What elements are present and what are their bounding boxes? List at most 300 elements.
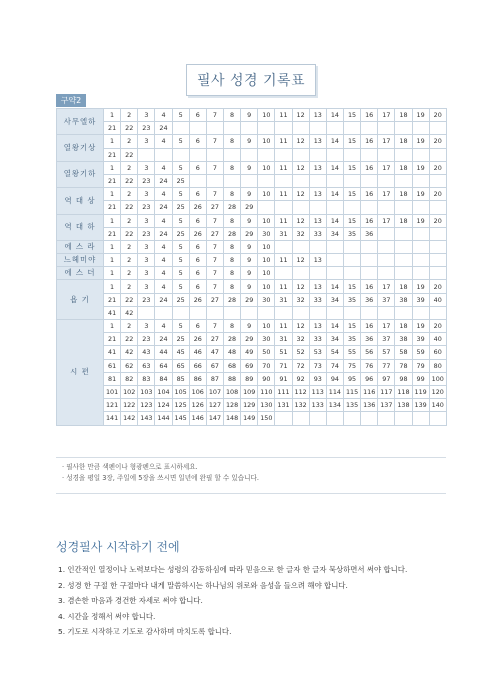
- chapter-cell: [309, 122, 326, 135]
- chapter-cell: 12: [292, 254, 309, 267]
- chapter-cell: 12: [292, 214, 309, 227]
- chapter-cell: 7: [206, 135, 223, 148]
- chapter-cell: [189, 174, 206, 187]
- chapter-cell: 6: [189, 135, 206, 148]
- chapter-cell: [258, 148, 275, 161]
- chapter-cell: 28: [223, 201, 240, 214]
- chapter-cell: 3: [138, 240, 155, 253]
- chapter-cell: [206, 306, 223, 319]
- chapter-cell: 21: [104, 227, 121, 240]
- chapter-cell: 39: [412, 333, 429, 346]
- table-row: [57, 399, 447, 412]
- chapter-cell: 1: [104, 161, 121, 174]
- notes: [62, 462, 259, 484]
- chapter-cell: 7: [206, 161, 223, 174]
- chapter-cell: 12: [292, 320, 309, 333]
- chapter-cell: 31: [275, 227, 292, 240]
- chapter-cell: 21: [104, 174, 121, 187]
- chapter-cell: 6: [189, 214, 206, 227]
- chapter-cell: 2: [121, 188, 138, 201]
- chapter-cell: 68: [223, 359, 240, 372]
- chapter-cell: 24: [155, 174, 172, 187]
- chapter-cell: 74: [326, 359, 343, 372]
- chapter-cell: 4: [155, 161, 172, 174]
- chapter-cell: 10: [258, 280, 275, 293]
- chapter-cell: 21: [104, 148, 121, 161]
- note-item: · 성경을 평일 3장, 주일에 5장을 쓰시면 일년에 완필 할 수 있습니다.: [62, 474, 259, 482]
- chapter-cell: 138: [395, 399, 412, 412]
- chapter-cell: 27: [206, 201, 223, 214]
- chapter-cell: 19: [412, 161, 429, 174]
- chapter-cell: 4: [155, 254, 172, 267]
- chapter-cell: 48: [223, 346, 240, 359]
- chapter-cell: 3: [138, 188, 155, 201]
- chapter-cell: 14: [326, 320, 343, 333]
- chapter-cell: [429, 122, 446, 135]
- chapter-cell: 21: [104, 293, 121, 306]
- chapter-cell: [412, 201, 429, 214]
- chapter-cell: 4: [155, 135, 172, 148]
- chapter-cell: 9: [241, 267, 258, 280]
- chapter-cell: 19: [412, 188, 429, 201]
- chapter-cell: 13: [309, 161, 326, 174]
- chapter-cell: 34: [326, 293, 343, 306]
- table-row: [57, 214, 447, 227]
- chapter-cell: 100: [429, 372, 446, 385]
- chapter-cell: 22: [121, 333, 138, 346]
- chapter-cell: [429, 306, 446, 319]
- chapter-cell: 131: [275, 399, 292, 412]
- chapter-cell: [429, 240, 446, 253]
- book-name: 에 스 라: [57, 240, 104, 253]
- chapter-cell: 98: [395, 372, 412, 385]
- chapter-cell: 30: [258, 227, 275, 240]
- chapter-cell: 8: [223, 135, 240, 148]
- chapter-cell: 37: [378, 333, 395, 346]
- chapter-cell: 146: [189, 412, 206, 425]
- chapter-cell: 70: [258, 359, 275, 372]
- chapter-cell: 69: [241, 359, 258, 372]
- chapter-cell: 29: [241, 227, 258, 240]
- chapter-cell: 56: [361, 346, 378, 359]
- chapter-cell: [395, 412, 412, 425]
- section-tag: 구약2: [56, 94, 86, 107]
- chapter-cell: [206, 122, 223, 135]
- chapter-cell: 1: [104, 188, 121, 201]
- table-row: [57, 412, 447, 425]
- chapter-cell: 123: [138, 399, 155, 412]
- chapter-cell: [292, 412, 309, 425]
- chapter-cell: 4: [155, 188, 172, 201]
- chapter-cell: 18: [395, 188, 412, 201]
- chapter-cell: [429, 174, 446, 187]
- chapter-cell: 43: [138, 346, 155, 359]
- chapter-cell: 17: [378, 214, 395, 227]
- chapter-cell: [361, 201, 378, 214]
- chapter-cell: 13: [309, 135, 326, 148]
- chapter-cell: 2: [121, 254, 138, 267]
- chapter-cell: 1: [104, 240, 121, 253]
- chapter-cell: 22: [121, 174, 138, 187]
- chapter-cell: 64: [155, 359, 172, 372]
- chapter-cell: 6: [189, 320, 206, 333]
- chapter-cell: 132: [292, 399, 309, 412]
- chapter-cell: 8: [223, 161, 240, 174]
- chapter-cell: 11: [275, 320, 292, 333]
- chapter-cell: 83: [138, 372, 155, 385]
- chapter-cell: 13: [309, 214, 326, 227]
- chapter-cell: [378, 267, 395, 280]
- chapter-cell: 35: [343, 333, 360, 346]
- chapter-cell: [378, 148, 395, 161]
- chapter-cell: [412, 240, 429, 253]
- chapter-cell: 97: [378, 372, 395, 385]
- table-row: [57, 267, 447, 280]
- chapter-cell: 24: [155, 227, 172, 240]
- chapter-cell: 7: [206, 254, 223, 267]
- chapter-cell: [412, 306, 429, 319]
- chapter-cell: [241, 122, 258, 135]
- chapter-cell: 18: [395, 135, 412, 148]
- chapter-cell: [275, 306, 292, 319]
- chapter-cell: [361, 306, 378, 319]
- chapter-cell: 28: [223, 293, 240, 306]
- table-row: [57, 240, 447, 253]
- chapter-cell: 99: [412, 372, 429, 385]
- chapter-cell: [378, 174, 395, 187]
- chapter-cell: [309, 174, 326, 187]
- chapter-cell: [429, 412, 446, 425]
- chapter-cell: [258, 201, 275, 214]
- chapter-cell: 35: [343, 227, 360, 240]
- chapter-cell: [378, 240, 395, 253]
- chapter-cell: 50: [258, 346, 275, 359]
- chapter-cell: 33: [309, 293, 326, 306]
- chapter-cell: 20: [429, 214, 446, 227]
- chapter-cell: 26: [189, 293, 206, 306]
- chapter-cell: 7: [206, 267, 223, 280]
- chapter-cell: 36: [361, 333, 378, 346]
- chapter-cell: 5: [172, 135, 189, 148]
- chapter-cell: 12: [292, 109, 309, 122]
- chapter-cell: 9: [241, 240, 258, 253]
- chapter-cell: 8: [223, 267, 240, 280]
- table-row: [57, 385, 447, 398]
- chapter-cell: [275, 174, 292, 187]
- chapter-cell: 23: [138, 333, 155, 346]
- chapter-cell: 32: [292, 293, 309, 306]
- chapter-cell: [309, 267, 326, 280]
- chapter-cell: 147: [206, 412, 223, 425]
- chapter-cell: 5: [172, 254, 189, 267]
- chapter-cell: 18: [395, 109, 412, 122]
- chapter-cell: [223, 122, 240, 135]
- chapter-cell: [223, 148, 240, 161]
- chapter-cell: [275, 148, 292, 161]
- chapter-cell: [343, 122, 360, 135]
- chapter-cell: 1: [104, 109, 121, 122]
- chapter-cell: [343, 148, 360, 161]
- chapter-cell: 102: [121, 385, 138, 398]
- chapter-cell: [138, 148, 155, 161]
- chapter-cell: 29: [241, 201, 258, 214]
- chapter-cell: [155, 306, 172, 319]
- chapter-cell: 14: [326, 214, 343, 227]
- chapter-cell: 150: [258, 412, 275, 425]
- chapter-cell: 106: [189, 385, 206, 398]
- chapter-cell: 14: [326, 161, 343, 174]
- chapter-cell: [138, 306, 155, 319]
- chapter-cell: 86: [189, 372, 206, 385]
- chapter-cell: 101: [104, 385, 121, 398]
- chapter-cell: [189, 306, 206, 319]
- chapter-cell: 20: [429, 161, 446, 174]
- chapter-cell: 59: [412, 346, 429, 359]
- chapter-cell: 62: [121, 359, 138, 372]
- chapter-cell: 114: [326, 385, 343, 398]
- chapter-cell: [412, 227, 429, 240]
- chapter-cell: 7: [206, 188, 223, 201]
- chapter-cell: 96: [361, 372, 378, 385]
- chapter-cell: 20: [429, 280, 446, 293]
- chapter-cell: 3: [138, 214, 155, 227]
- chapter-cell: 113: [309, 385, 326, 398]
- chapter-cell: [326, 240, 343, 253]
- chapter-cell: 17: [378, 320, 395, 333]
- chapter-cell: 136: [361, 399, 378, 412]
- chapter-cell: 4: [155, 280, 172, 293]
- chapter-cell: 6: [189, 280, 206, 293]
- chapter-cell: [241, 174, 258, 187]
- chapter-cell: 17: [378, 188, 395, 201]
- chapter-cell: [361, 412, 378, 425]
- chapter-cell: 27: [206, 333, 223, 346]
- chapter-cell: 8: [223, 254, 240, 267]
- chapter-cell: 3: [138, 320, 155, 333]
- chapter-cell: [309, 412, 326, 425]
- chapter-cell: [361, 148, 378, 161]
- chapter-cell: [395, 254, 412, 267]
- chapter-cell: 15: [343, 109, 360, 122]
- chapter-cell: [309, 201, 326, 214]
- chapter-cell: 34: [326, 333, 343, 346]
- chapter-cell: 36: [361, 293, 378, 306]
- chapter-cell: 8: [223, 320, 240, 333]
- chapter-cell: 38: [395, 293, 412, 306]
- chapter-cell: 13: [309, 320, 326, 333]
- step-item: 4. 시간을 정해서 써야 합니다.: [58, 611, 156, 621]
- chapter-cell: [361, 122, 378, 135]
- chapter-cell: 4: [155, 214, 172, 227]
- chapter-cell: 10: [258, 267, 275, 280]
- chapter-cell: 15: [343, 161, 360, 174]
- chapter-cell: 11: [275, 188, 292, 201]
- chapter-cell: 73: [309, 359, 326, 372]
- chapter-cell: 24: [155, 201, 172, 214]
- chapter-cell: 46: [189, 346, 206, 359]
- chapter-cell: 14: [326, 109, 343, 122]
- book-name: 열왕기하: [57, 161, 104, 187]
- chapter-cell: [172, 148, 189, 161]
- chapter-cell: [412, 412, 429, 425]
- chapter-cell: 141: [104, 412, 121, 425]
- chapter-cell: 117: [378, 385, 395, 398]
- chapter-cell: [292, 267, 309, 280]
- chapter-cell: 149: [241, 412, 258, 425]
- chapter-cell: 142: [121, 412, 138, 425]
- chapter-cell: [326, 267, 343, 280]
- chapter-cell: [309, 240, 326, 253]
- chapter-cell: 130: [258, 399, 275, 412]
- chapter-cell: 105: [172, 385, 189, 398]
- chapter-cell: 7: [206, 240, 223, 253]
- chapter-cell: 2: [121, 267, 138, 280]
- chapter-cell: 14: [326, 280, 343, 293]
- chapter-cell: 27: [206, 293, 223, 306]
- chapter-cell: 1: [104, 267, 121, 280]
- chapter-cell: 12: [292, 161, 309, 174]
- chapter-cell: 103: [138, 385, 155, 398]
- chapter-cell: 3: [138, 109, 155, 122]
- step-item: 5. 기도로 시작하고 기도로 감사하며 마치도록 합니다.: [58, 627, 232, 636]
- chapter-cell: 16: [361, 280, 378, 293]
- chapter-cell: 3: [138, 135, 155, 148]
- chapter-cell: 80: [429, 359, 446, 372]
- chapter-cell: 28: [223, 333, 240, 346]
- chapter-cell: 36: [361, 227, 378, 240]
- chapter-cell: [395, 240, 412, 253]
- chapter-cell: 14: [326, 135, 343, 148]
- table-row: [57, 293, 447, 306]
- chapter-cell: [275, 240, 292, 253]
- chapter-cell: [395, 267, 412, 280]
- table-row: [57, 188, 447, 201]
- chapter-cell: 26: [189, 201, 206, 214]
- chapter-cell: 124: [155, 399, 172, 412]
- chapter-cell: 32: [292, 227, 309, 240]
- chapter-cell: 133: [309, 399, 326, 412]
- chapter-cell: [172, 306, 189, 319]
- chapter-cell: 143: [138, 412, 155, 425]
- chapter-cell: 15: [343, 320, 360, 333]
- chapter-cell: 4: [155, 240, 172, 253]
- chapter-cell: 49: [241, 346, 258, 359]
- chapter-cell: [172, 122, 189, 135]
- chapter-cell: 2: [121, 240, 138, 253]
- chapter-cell: 44: [155, 346, 172, 359]
- chapter-cell: [429, 148, 446, 161]
- chapter-cell: 134: [326, 399, 343, 412]
- chapter-cell: [343, 174, 360, 187]
- table-row: [57, 122, 447, 135]
- chapter-cell: 5: [172, 161, 189, 174]
- chapter-cell: 10: [258, 320, 275, 333]
- chapter-cell: [189, 148, 206, 161]
- chapter-cell: 5: [172, 188, 189, 201]
- chapter-cell: 112: [292, 385, 309, 398]
- chapter-cell: 1: [104, 135, 121, 148]
- chapter-cell: 61: [104, 359, 121, 372]
- chapter-cell: 23: [138, 227, 155, 240]
- table-row: [57, 333, 447, 346]
- chapter-cell: 10: [258, 135, 275, 148]
- chapter-cell: 23: [138, 174, 155, 187]
- chapter-cell: 35: [343, 293, 360, 306]
- chapter-cell: 88: [223, 372, 240, 385]
- chapter-cell: [378, 122, 395, 135]
- chapter-cell: 13: [309, 254, 326, 267]
- chapter-cell: 7: [206, 320, 223, 333]
- chapter-cell: [326, 148, 343, 161]
- chapter-cell: 11: [275, 135, 292, 148]
- book-name: 에 스 더: [57, 267, 104, 280]
- chapter-cell: 15: [343, 280, 360, 293]
- chapter-cell: 139: [412, 399, 429, 412]
- chapter-cell: [189, 122, 206, 135]
- chapter-cell: 108: [223, 385, 240, 398]
- chapter-cell: 93: [309, 372, 326, 385]
- chapter-cell: 1: [104, 320, 121, 333]
- chapter-cell: 24: [155, 122, 172, 135]
- chapter-cell: 24: [155, 333, 172, 346]
- chapter-cell: 10: [258, 188, 275, 201]
- chapter-cell: 32: [292, 333, 309, 346]
- chapter-cell: [292, 122, 309, 135]
- chapter-cell: 118: [395, 385, 412, 398]
- chapter-cell: 3: [138, 161, 155, 174]
- chapter-cell: 15: [343, 214, 360, 227]
- chapter-cell: 107: [206, 385, 223, 398]
- chapter-cell: [326, 306, 343, 319]
- chapter-cell: [343, 267, 360, 280]
- chapter-cell: 12: [292, 135, 309, 148]
- chapter-cell: 23: [138, 122, 155, 135]
- chapter-cell: 2: [121, 161, 138, 174]
- chapter-cell: [395, 306, 412, 319]
- chapter-cell: 91: [275, 372, 292, 385]
- chapter-cell: [361, 267, 378, 280]
- book-name: 느헤미야: [57, 254, 104, 267]
- chapter-cell: 27: [206, 227, 223, 240]
- chapter-cell: 17: [378, 135, 395, 148]
- chapter-cell: 148: [223, 412, 240, 425]
- chapter-cell: 2: [121, 135, 138, 148]
- chapter-cell: 21: [104, 122, 121, 135]
- chapter-cell: 19: [412, 280, 429, 293]
- chapter-cell: 9: [241, 214, 258, 227]
- chapter-cell: 9: [241, 254, 258, 267]
- step-item: 1. 인간적인 열정이나 노력보다는 성령의 감동하심에 따라 믿음으로 한 글자 한 글자 묵상하면서 써야 합니다.: [58, 565, 408, 574]
- steps-list: [58, 562, 407, 640]
- chapter-cell: [412, 254, 429, 267]
- chapter-cell: 120: [429, 385, 446, 398]
- table-row: [57, 306, 447, 319]
- chapter-cell: 38: [395, 333, 412, 346]
- chapter-cell: 16: [361, 109, 378, 122]
- chapter-cell: 21: [104, 201, 121, 214]
- chapter-cell: 2: [121, 109, 138, 122]
- chapter-cell: 25: [172, 293, 189, 306]
- chapter-cell: 22: [121, 122, 138, 135]
- chapter-cell: 31: [275, 333, 292, 346]
- book-name: 역 대 상: [57, 188, 104, 214]
- chapter-cell: [275, 122, 292, 135]
- chapter-cell: [361, 254, 378, 267]
- chapter-cell: 22: [121, 293, 138, 306]
- chapter-cell: 135: [343, 399, 360, 412]
- chapter-cell: 45: [172, 346, 189, 359]
- chapter-cell: 16: [361, 135, 378, 148]
